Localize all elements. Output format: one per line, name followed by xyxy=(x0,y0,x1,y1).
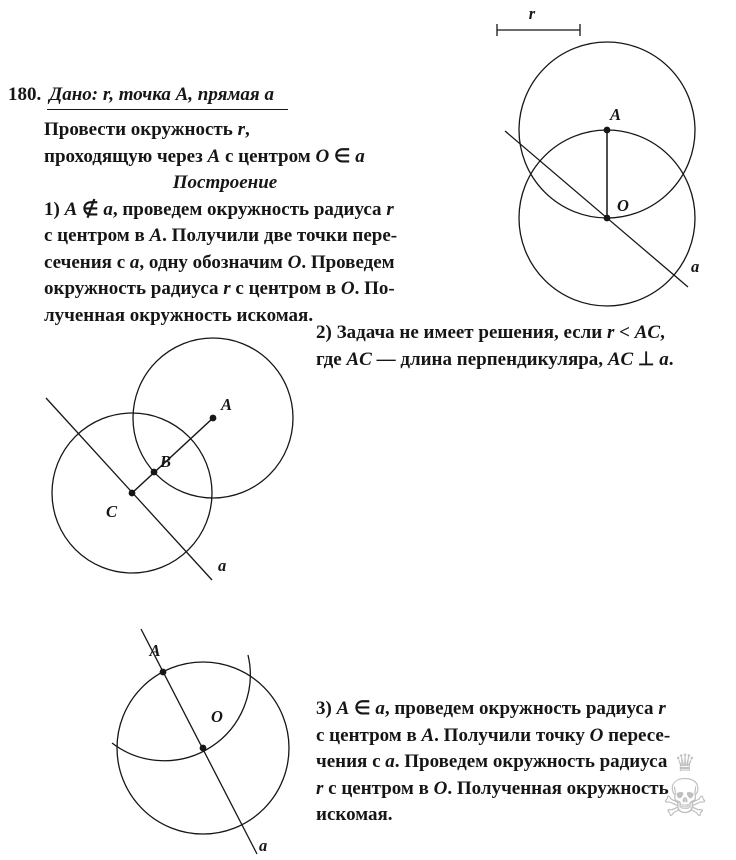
step3-line-5: искомая. xyxy=(316,804,393,825)
diagram-case1 xyxy=(480,0,736,330)
step1-line-1: 1) A ∉ a, проведем окружность радиуса r xyxy=(44,198,394,220)
problem-body xyxy=(44,117,468,329)
step3-line-3: чения с a. Проведем окружность радиуса xyxy=(316,751,668,772)
step1-line-5: лученная окружность искомая. xyxy=(44,304,314,326)
point-O-dot xyxy=(604,215,611,222)
diagram-case3 xyxy=(55,618,315,860)
given-statement: Дано: r, точка A, прямая a xyxy=(47,84,288,110)
point-C-label: C xyxy=(106,502,118,521)
point-A-dot xyxy=(160,669,167,676)
point-B-label: B xyxy=(160,452,172,471)
point-A-label: A xyxy=(610,105,622,124)
line-a-label: a xyxy=(691,257,700,276)
line-a-label: a xyxy=(218,556,227,575)
step1-line-4: окружность радиуса r с центром в O. По- xyxy=(44,278,395,299)
line-a-label: a xyxy=(259,836,268,855)
construction-heading: Построение xyxy=(172,172,278,193)
problem-block xyxy=(8,84,468,329)
point-O-dot xyxy=(200,745,207,752)
line-a xyxy=(141,629,257,854)
task-line-2: проходящую через A с центром O ∈ a xyxy=(44,145,365,167)
task-line-1: Провести окружность r, xyxy=(44,119,250,140)
step1-line-2: с центром в A. Получили две точки пере- xyxy=(44,225,398,246)
problem-title-line xyxy=(8,84,468,110)
step2-block xyxy=(316,320,734,373)
point-A-label: A xyxy=(149,641,161,660)
point-A-dot xyxy=(210,415,217,422)
point-O-label: O xyxy=(617,196,629,215)
step2-line-2: где AC — длина перпендикуляра, AC ⊥ a. xyxy=(316,348,674,370)
line-a xyxy=(46,398,212,580)
point-B-dot xyxy=(151,469,158,476)
segment-AC xyxy=(132,418,213,493)
step1-line-3: сечения с a, одну обозначим O. Проведем xyxy=(44,251,395,273)
point-O-label: O xyxy=(211,707,223,726)
crest-watermark-icon xyxy=(645,752,725,852)
step3-line-4: r с центром в O. Полученная окружность xyxy=(316,777,669,799)
diagram-case2 xyxy=(30,330,340,602)
step3-line-1: 3) A ∈ a, проведем окружность радиуса r xyxy=(316,698,666,719)
point-C-dot xyxy=(129,490,136,497)
step3-line-2: с центром в A. Получили точку O пересе- xyxy=(316,724,671,746)
point-A-label: A xyxy=(221,395,233,414)
problem-number: 180. xyxy=(8,84,42,105)
skull-icon: ☠ xyxy=(661,771,709,828)
point-A-dot xyxy=(604,127,611,134)
step2-line-1: 2) Задача не имеет решения, если r < AC, xyxy=(316,322,665,343)
crown-icon: ♛ xyxy=(674,751,696,777)
ruler-label: r xyxy=(528,4,536,23)
